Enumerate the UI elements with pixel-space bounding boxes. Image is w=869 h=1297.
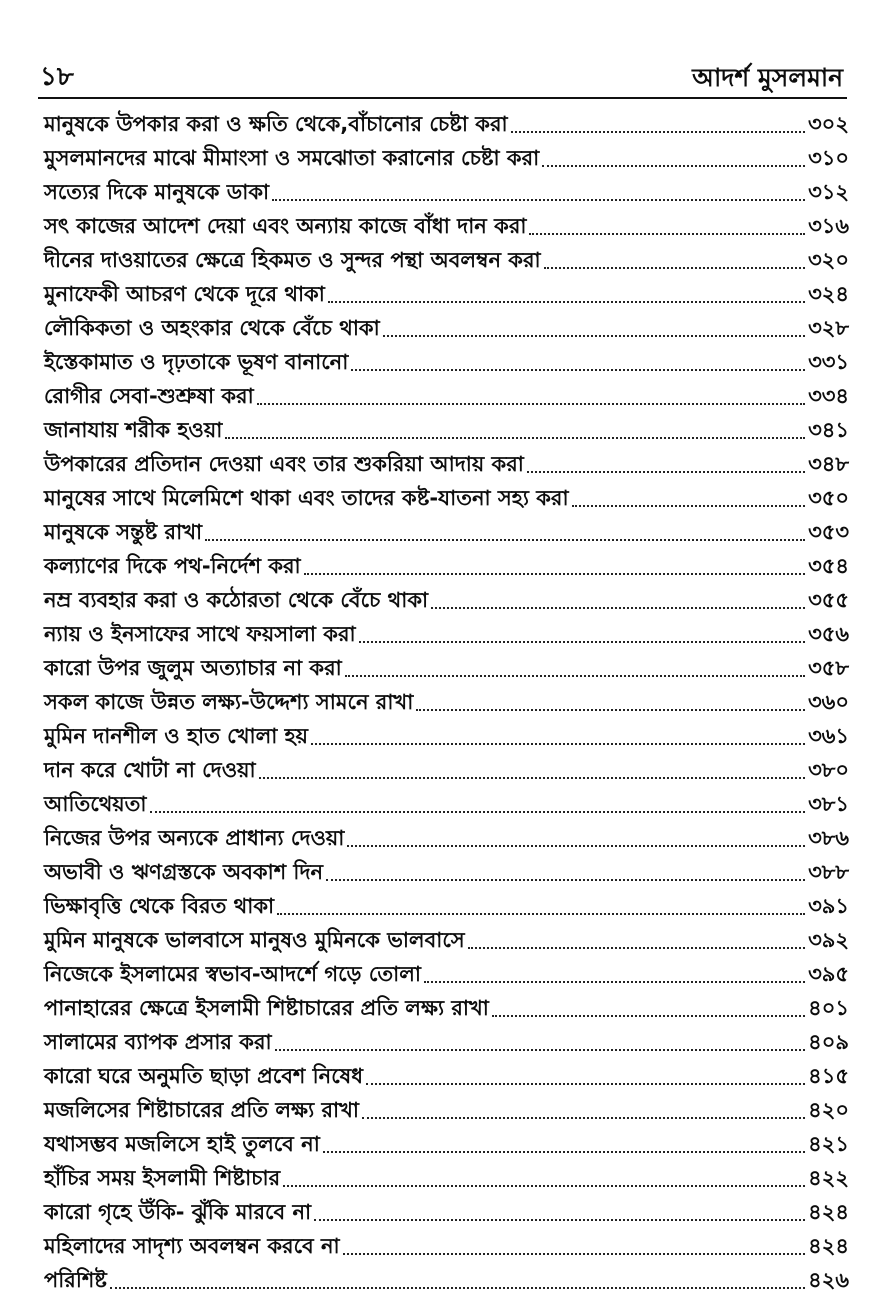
toc-entry	[44, 583, 849, 617]
toc-entry	[44, 1161, 849, 1195]
toc-entry-title: নিজের উপর অন্যকে প্রাধান্য দেওয়া	[44, 825, 345, 850]
toc-entry	[44, 549, 849, 583]
toc-dot-leader	[431, 607, 805, 609]
toc-dot-leader	[272, 199, 805, 201]
toc-entry-page: ৩০২	[808, 111, 849, 136]
toc-entry-title: পানাহারের ক্ষেত্রে ইসলামী শিষ্টাচারের প্রতি লক্ষ্য রাখা	[44, 995, 489, 1020]
toc-entry	[44, 107, 849, 141]
toc-entry	[44, 617, 849, 651]
toc-dot-leader	[529, 233, 805, 235]
toc-entry	[44, 379, 849, 413]
toc-entry-page: ৩৯২	[808, 927, 849, 952]
toc-dot-leader	[283, 1185, 805, 1187]
toc-entry-page: ৩৯১	[808, 893, 849, 918]
toc-entry	[44, 1059, 849, 1093]
toc-entry-page: ৩৮০	[808, 757, 849, 782]
toc-dot-leader	[314, 1219, 805, 1221]
toc-entry-title: ভিক্ষাবৃত্তি থেকে বিরত থাকা	[44, 893, 275, 918]
toc-dot-leader	[150, 811, 806, 813]
toc-dot-leader	[110, 1287, 805, 1289]
toc-entry	[44, 1229, 849, 1263]
toc-entry-title: সৎ কাজের আদেশ দেয়া এবং অন্যায় কাজে বাঁধা দান করা	[44, 213, 527, 238]
toc-dot-leader	[277, 913, 805, 915]
toc-entry-title: যথাসম্ভব মজলিসে হাই তুলবে না	[44, 1131, 320, 1156]
toc-entry	[44, 957, 849, 991]
toc-entry-title: জানাযায় শরীক হওয়া	[44, 417, 223, 442]
toc-entry	[44, 1093, 849, 1127]
toc-entry-page: ৩৬০	[808, 689, 849, 714]
toc-dot-leader	[343, 1253, 805, 1255]
toc-entry	[44, 345, 849, 379]
toc-entry-title: হাঁচির সময় ইসলামী শিষ্টাচার	[44, 1165, 281, 1190]
toc-entry-page: ৪২১	[808, 1131, 849, 1156]
toc-entry	[44, 1263, 849, 1297]
toc-entry-title: রোগীর সেবা-শুশ্রুষা করা	[44, 383, 254, 408]
toc-entry	[44, 685, 849, 719]
toc-dot-leader	[383, 335, 805, 337]
toc-entry-title: মানুষের সাথে মিলেমিশে থাকা এবং তাদের কষ্ট-যাতনা সহ্য করা	[44, 485, 569, 510]
toc-entry-page: ৩২৪	[808, 281, 849, 306]
toc-entry	[44, 277, 849, 311]
toc-entry-title: কারো গৃহে উঁকি- ঝুঁকি মারবে না	[44, 1199, 312, 1224]
toc-entry-page: ৪০৯	[808, 1029, 849, 1054]
toc-dot-leader	[527, 471, 805, 473]
toc-dot-leader	[257, 403, 805, 405]
toc-entry	[44, 821, 849, 855]
toc-entry-title: মানুষকে উপকার করা ও ক্ষতি থেকে,বাঁচানোর চেষ্টা করা	[44, 111, 508, 136]
toc-entry-page: ৩২৮	[808, 315, 849, 340]
toc-dot-leader	[572, 505, 806, 507]
toc-dot-leader	[544, 267, 805, 269]
toc-entry-title: অভাবী ও ঋণগ্রস্তকে অবকাশ দিন	[44, 859, 324, 884]
toc-dot-leader	[328, 301, 805, 303]
toc-entry	[44, 515, 849, 549]
toc-dot-leader	[326, 879, 805, 881]
toc-dot-leader	[347, 845, 805, 847]
toc-dot-leader	[416, 709, 805, 711]
toc-entry-page: ৩৮৮	[808, 859, 849, 884]
toc-dot-leader	[275, 1049, 805, 1051]
toc-entry-title: মহিলাদের সাদৃশ্য অবলম্বন করবে না	[44, 1233, 340, 1258]
toc-entry	[44, 719, 849, 753]
toc-entry-title: মুসলমানদের মাঝে মীমাংসা ও সমঝোতা করানোর চেষ্টা করা	[44, 145, 540, 170]
toc-entry-page: ৩৫৪	[808, 553, 849, 578]
toc-entry-title: আতিথেয়তা	[44, 791, 147, 816]
toc-entry-title: ইস্তেকামাত ও দৃঢ়তাকে ভূষণ বানানো	[44, 349, 349, 374]
toc-entry-page: ৩১০	[808, 145, 849, 170]
toc-dot-leader	[511, 131, 805, 133]
toc-entry-page: ৩৩৪	[808, 383, 849, 408]
toc-entry-title: মানুষকে সন্তুষ্ট রাখা	[44, 519, 203, 544]
toc-dot-leader	[225, 437, 805, 439]
toc-entry-page: ৪২২	[808, 1165, 849, 1190]
toc-entry-title: মুমিন দানশীল ও হাত খোলা হয়	[44, 723, 309, 748]
toc-entry-title: মুনাফেকী আচরণ থেকে দূরে থাকা	[44, 281, 325, 306]
toc-entry	[44, 1025, 849, 1059]
toc-entry-page: ৩৫৩	[808, 519, 849, 544]
toc-dot-leader	[542, 165, 805, 167]
toc-dot-leader	[366, 1083, 805, 1085]
toc-dot-leader	[205, 539, 805, 541]
toc-entry-page: ৪২৬	[808, 1267, 849, 1292]
toc-entry	[44, 923, 849, 957]
toc-entry-page: ৩১২	[808, 179, 849, 204]
toc-entry-title: ন্যায় ও ইনসাফের সাথে ফয়সালা করা	[44, 621, 356, 646]
toc-entry-page: ৩৮১	[808, 791, 849, 816]
toc-entry	[44, 991, 849, 1025]
toc-dot-leader	[311, 743, 805, 745]
toc-entry-page: ৩৪১	[808, 417, 849, 442]
page-number: ১৮	[40, 62, 74, 92]
toc-dot-leader	[424, 981, 805, 983]
toc-entry-title: উপকারের প্রতিদান দেওয়া এবং তার শুকরিয়া আদায় করা	[44, 451, 524, 476]
toc-entry	[44, 855, 849, 889]
toc-entry-page: ৩৯৫	[808, 961, 849, 986]
toc-entry-title: কারো ঘরে অনুমতি ছাড়া প্রবেশ নিষেধ	[44, 1063, 363, 1088]
toc-dot-leader	[362, 1117, 805, 1119]
toc-entry-title: পরিশিষ্ট	[44, 1267, 107, 1292]
toc-entry	[44, 889, 849, 923]
toc-dot-leader	[323, 1151, 805, 1153]
toc-dot-leader	[259, 777, 805, 779]
toc-entry-page: ৩২০	[808, 247, 849, 272]
toc-dot-leader	[345, 675, 805, 677]
toc-entry-title: মুমিন মানুষকে ভালবাসে মানুষও মুমিনকে ভালবাসে	[44, 927, 465, 952]
toc-entry	[44, 141, 849, 175]
toc-dot-leader	[359, 641, 805, 643]
toc-entry-title: নম্র ব্যবহার করা ও কঠোরতা থেকে বেঁচে থাকা	[44, 587, 429, 612]
toc-entry-title: সত্যের দিকে মানুষকে ডাকা	[44, 179, 270, 204]
toc-entry-title: সালামের ব্যাপক প্রসার করা	[44, 1029, 272, 1054]
toc-entry-page: ৩৩১	[808, 349, 849, 374]
toc-entry-page: ৩৫৮	[808, 655, 849, 680]
header-rule	[38, 97, 847, 99]
toc-entry	[44, 1195, 849, 1229]
toc-entry-page: ৩৫৫	[808, 587, 849, 612]
running-title: আদর্শ মুসলমান	[692, 63, 843, 92]
toc-entry	[44, 651, 849, 685]
toc-entry-page: ৪১৫	[808, 1063, 849, 1088]
toc-entry-title: কল্যাণের দিকে পথ-নির্দেশ করা	[44, 553, 301, 578]
toc-entry	[44, 413, 849, 447]
toc-entry-title: মজলিসের শিষ্টাচারের প্রতি লক্ষ্য রাখা	[44, 1097, 359, 1122]
toc-dot-leader	[304, 573, 805, 575]
toc-entry	[44, 481, 849, 515]
toc-entry	[44, 447, 849, 481]
toc-entry	[44, 787, 849, 821]
toc-entry-title: নিজেকে ইসলামের স্বভাব-আদর্শে গড়ে তোলা	[44, 961, 421, 986]
toc-entry-page: ৪২৪	[808, 1199, 849, 1224]
toc-entry	[44, 175, 849, 209]
toc-entry-page: ৪০১	[808, 995, 849, 1020]
toc-entry	[44, 753, 849, 787]
toc-entry-page: ৪২০	[808, 1097, 849, 1122]
toc-entry-title: কারো উপর জুলুম অত্যাচার না করা	[44, 655, 342, 680]
table-of-contents	[44, 107, 849, 1297]
toc-entry-page: ৪২৪	[808, 1233, 849, 1258]
toc-entry	[44, 243, 849, 277]
toc-entry-page: ৩৪৮	[808, 451, 849, 476]
toc-entry-page: ৩১৬	[808, 213, 849, 238]
toc-dot-leader	[468, 947, 805, 949]
toc-dot-leader	[492, 1015, 805, 1017]
toc-entry-page: ৩৬১	[808, 723, 849, 748]
toc-entry-page: ৩৮৬	[808, 825, 849, 850]
toc-entry	[44, 209, 849, 243]
toc-entry	[44, 311, 849, 345]
toc-entry-page: ৩৫৬	[808, 621, 849, 646]
toc-entry-title: লৌকিকতা ও অহংকার থেকে বেঁচে থাকা	[44, 315, 380, 340]
toc-entry-title: দান করে খোটা না দেওয়া	[44, 757, 256, 782]
toc-entry-title: সকল কাজে উন্নত লক্ষ্য-উদ্দেশ্য সামনে রাখা	[44, 689, 414, 714]
toc-entry	[44, 1127, 849, 1161]
toc-dot-leader	[351, 369, 805, 371]
toc-entry-title: দীনের দাওয়াতের ক্ষেত্রে হিকমত ও সুন্দর পন্থা অবলম্বন করা	[44, 247, 541, 272]
toc-entry-page: ৩৫০	[808, 485, 849, 510]
page-header	[40, 52, 843, 96]
